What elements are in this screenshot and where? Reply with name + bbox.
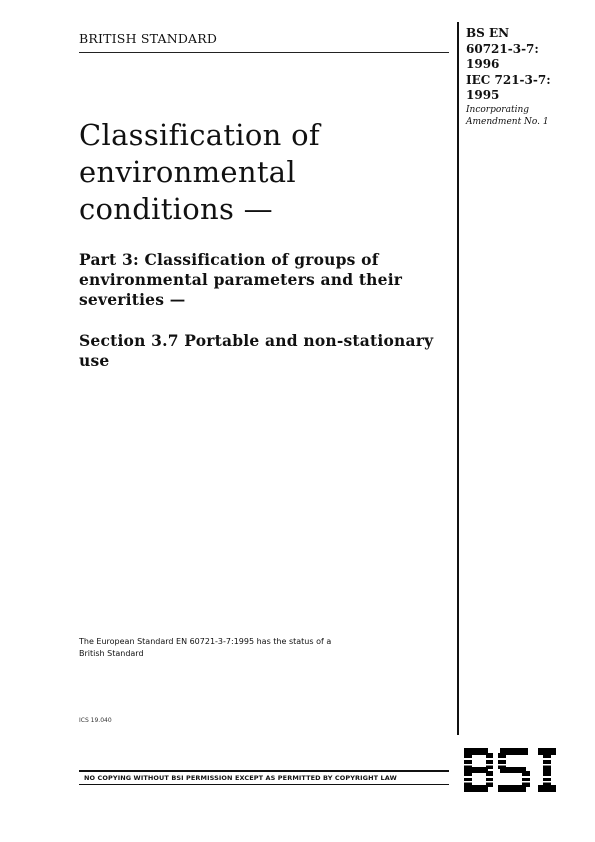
status-line: The European Standard EN 60721-3-7:1995 has the status of a	[79, 637, 332, 646]
vertical-divider	[457, 22, 459, 735]
status-note	[79, 636, 409, 660]
standard-number-line: IEC 721-3-7:	[466, 72, 551, 87]
part-heading	[79, 250, 451, 310]
standard-number-line: 1996	[466, 57, 500, 71]
amendment-note: Incorporating	[466, 104, 530, 115]
part-line: environmental parameters and their	[79, 270, 403, 289]
standard-number-block	[466, 26, 591, 128]
part-line: Part 3: Classification of groups of	[79, 250, 379, 269]
standard-number-line: 1995	[466, 88, 500, 102]
amendment-note: Amendment No. 1	[466, 116, 549, 127]
title-line: Classification of	[79, 118, 320, 152]
bsi-logo-icon	[460, 742, 566, 798]
standard-number-line: BS EN	[466, 26, 510, 40]
document-title	[79, 117, 449, 228]
copyright-notice: NO COPYING WITHOUT BSI PERMISSION EXCEPT AS PERMITTED BY COPYRIGHT LAW	[84, 774, 397, 782]
header-label: BRITISH STANDARD	[79, 31, 218, 46]
standard-number-line: 60721-3-7:	[466, 41, 539, 56]
header-rule	[79, 52, 449, 53]
status-line: British Standard	[79, 649, 144, 658]
part-line: severities —	[79, 290, 186, 309]
title-line: environmental	[79, 155, 296, 189]
section-heading	[79, 331, 451, 371]
section-line: use	[79, 351, 110, 370]
footer-rule	[79, 784, 449, 785]
section-line: Section 3.7 Portable and non-stationary	[79, 331, 434, 350]
title-line: conditions —	[79, 192, 273, 226]
ics-code: ICS 19.040	[79, 717, 112, 724]
footer-rule	[79, 770, 449, 772]
